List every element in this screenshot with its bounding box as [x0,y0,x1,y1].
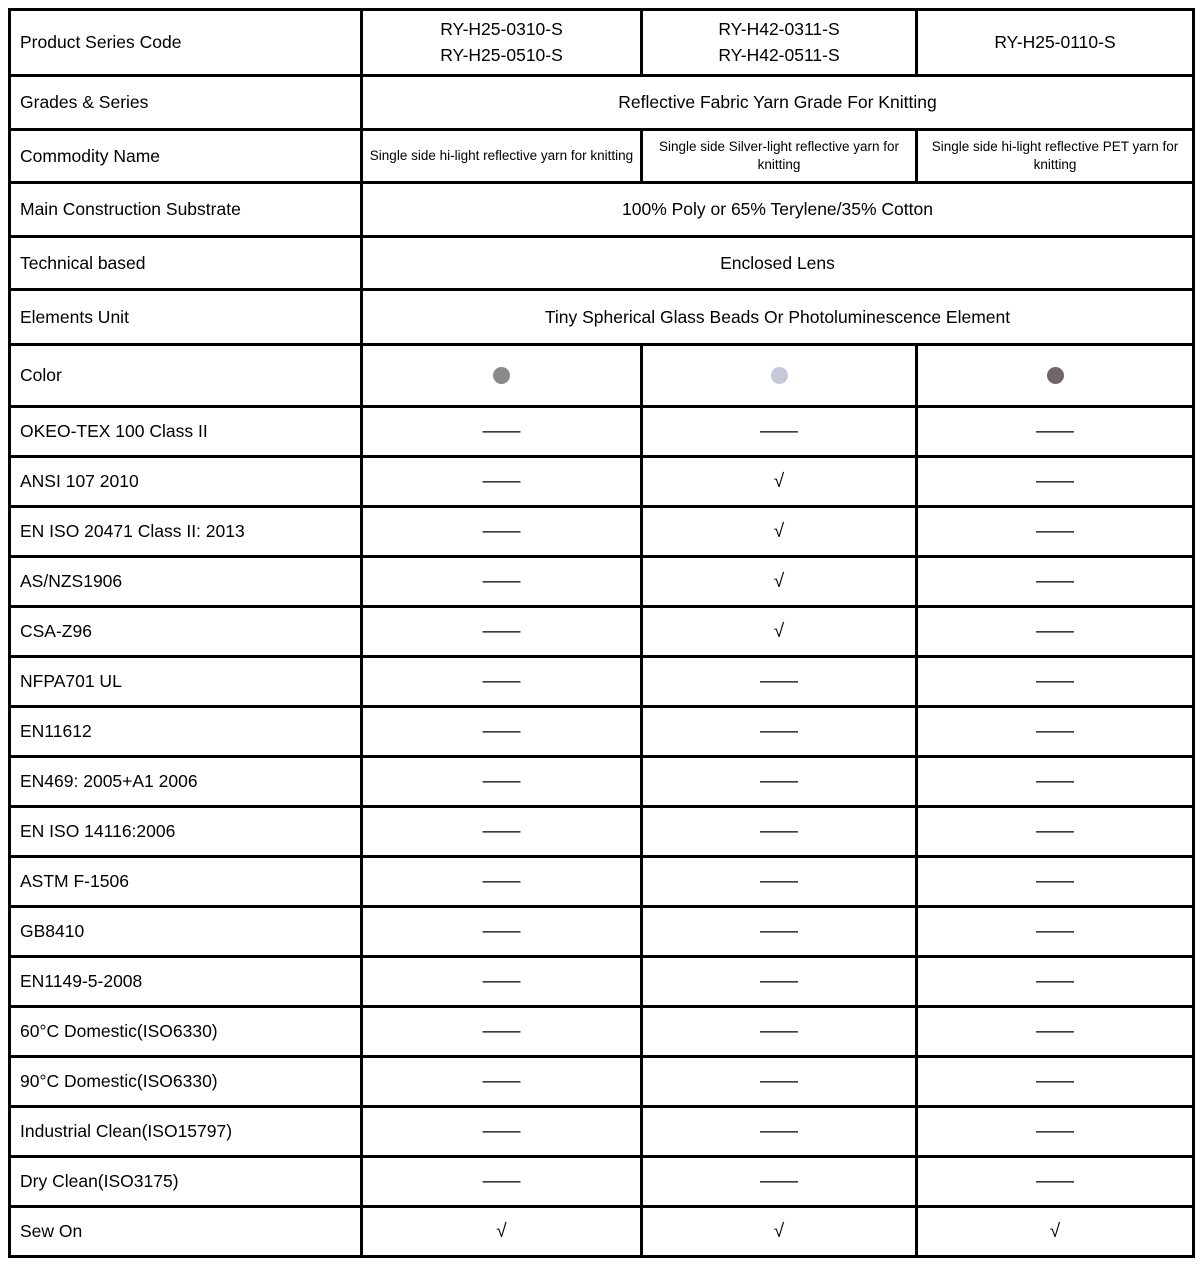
series-code-line: RY-H42-0511-S [718,44,840,65]
spec-row [10,1007,1194,1057]
spec-value-cell: —— [917,1107,1194,1157]
series-code-cell [642,10,917,76]
table-row [10,130,1194,183]
spec-value-cell: —— [362,457,642,507]
spec-value-cell: —— [917,807,1194,857]
row-label: Dry Clean(ISO3175) [10,1157,362,1207]
row-label: ANSI 107 2010 [10,457,362,507]
row-label: AS/NZS1906 [10,557,362,607]
spec-row [10,457,1194,507]
spec-value-cell: —— [917,557,1194,607]
table-row [10,10,1194,76]
row-label: GB8410 [10,907,362,957]
spec-row [10,507,1194,557]
spec-value-cell: —— [642,907,917,957]
spec-value-cell: —— [917,507,1194,557]
spec-row [10,1207,1194,1257]
table-row [10,237,1194,290]
spec-value-cell: —— [917,407,1194,457]
spec-row [10,1157,1194,1207]
commodity-cell: Single side Silver-light reflective yarn for knitting [642,130,917,183]
series-code-cell [362,10,642,76]
series-code-line: RY-H42-0311-S [718,19,840,40]
commodity-cell: Single side hi-light reflective yarn for knitting [362,130,642,183]
color-swatch-dark-gray [1047,367,1064,384]
row-label: EN ISO 20471 Class II: 2013 [10,507,362,557]
spec-value-cell: —— [362,1007,642,1057]
spec-value-cell: —— [642,807,917,857]
color-swatch-cell [362,345,642,407]
spec-row [10,807,1194,857]
color-swatch-gray [493,367,510,384]
spec-value-cell: —— [362,957,642,1007]
color-swatch-cell [917,345,1194,407]
table-row [10,76,1194,130]
elements-unit-value: Tiny Spherical Glass Beads Or Photoluminescence Element [362,290,1194,345]
row-label: 60°C Domestic(ISO6330) [10,1007,362,1057]
row-label: EN1149-5-2008 [10,957,362,1007]
spec-value-cell: —— [642,757,917,807]
spec-value-cell: —— [917,1007,1194,1057]
spec-value-cell: —— [362,907,642,957]
spec-value-cell: —— [917,607,1194,657]
table-row [10,345,1194,407]
row-label-commodity-name: Commodity Name [10,130,362,183]
spec-value-cell: √ [642,1207,917,1257]
spec-value-cell: —— [642,1057,917,1107]
row-label: Industrial Clean(ISO15797) [10,1107,362,1157]
row-label: EN ISO 14116:2006 [10,807,362,857]
spec-row [10,957,1194,1007]
substrate-value: 100% Poly or 65% Terylene/35% Cotton [362,183,1194,237]
row-label: 90°C Domestic(ISO6330) [10,1057,362,1107]
spec-row [10,657,1194,707]
spec-value-cell: —— [642,1107,917,1157]
spec-value-cell: —— [642,707,917,757]
spec-value-cell: —— [917,757,1194,807]
spec-value-cell: —— [362,557,642,607]
row-label: NFPA701 UL [10,657,362,707]
row-label-technical-based: Technical based [10,237,362,290]
series-code-cell [917,10,1194,76]
spec-value-cell: √ [642,507,917,557]
spec-value-cell: —— [362,707,642,757]
spec-value-cell: —— [642,857,917,907]
spec-value-cell: √ [362,1207,642,1257]
spec-row [10,407,1194,457]
row-label: OKEO-TEX 100 Class II [10,407,362,457]
spec-value-cell: —— [362,657,642,707]
product-spec-table [8,8,1195,1258]
spec-value-cell: —— [362,507,642,557]
spec-value-cell: —— [917,707,1194,757]
spec-value-cell: √ [642,457,917,507]
spec-row [10,1107,1194,1157]
spec-row [10,757,1194,807]
grades-series-value: Reflective Fabric Yarn Grade For Knitting [362,76,1194,130]
spec-value-cell: —— [362,607,642,657]
spec-value-cell: —— [917,1057,1194,1107]
spec-value-cell: —— [917,957,1194,1007]
spec-value-cell: —— [362,857,642,907]
spec-row [10,857,1194,907]
row-label-elements-unit: Elements Unit [10,290,362,345]
spec-value-cell: —— [362,1157,642,1207]
spec-value-cell: —— [642,1157,917,1207]
series-code-line: RY-H25-0110-S [994,31,1116,52]
spec-row [10,707,1194,757]
row-label: EN11612 [10,707,362,757]
series-code-line: RY-H25-0510-S [440,44,563,65]
spec-value-cell: —— [917,1157,1194,1207]
color-swatch-silver [771,367,788,384]
spec-value-cell: —— [362,807,642,857]
spec-row [10,607,1194,657]
spec-value-cell: —— [362,1107,642,1157]
row-label: CSA-Z96 [10,607,362,657]
color-swatch-cell [642,345,917,407]
spec-row [10,1057,1194,1107]
spec-value-cell: —— [917,457,1194,507]
table-row [10,183,1194,237]
technical-based-value: Enclosed Lens [362,237,1194,290]
row-label-color: Color [10,345,362,407]
spec-value-cell: —— [917,857,1194,907]
spec-value-cell: —— [362,407,642,457]
spec-value-cell: —— [917,907,1194,957]
row-label-product-series-code: Product Series Code [10,10,362,76]
spec-value-cell: —— [642,657,917,707]
row-label-grades-series: Grades & Series [10,76,362,130]
row-label-substrate: Main Construction Substrate [10,183,362,237]
row-label: ASTM F-1506 [10,857,362,907]
spec-value-cell: —— [917,657,1194,707]
spec-row [10,557,1194,607]
spec-value-cell: —— [642,1007,917,1057]
commodity-cell: Single side hi-light reflective PET yarn for knitting [917,130,1194,183]
spec-value-cell: —— [362,757,642,807]
spec-row [10,907,1194,957]
spec-value-cell: √ [642,557,917,607]
spec-value-cell: —— [642,407,917,457]
spec-value-cell: √ [917,1207,1194,1257]
spec-value-cell: —— [642,957,917,1007]
row-label: EN469: 2005+A1 2006 [10,757,362,807]
spec-value-cell: —— [362,1057,642,1107]
series-code-line: RY-H25-0310-S [440,19,563,40]
row-label: Sew On [10,1207,362,1257]
table-row [10,290,1194,345]
spec-value-cell: √ [642,607,917,657]
